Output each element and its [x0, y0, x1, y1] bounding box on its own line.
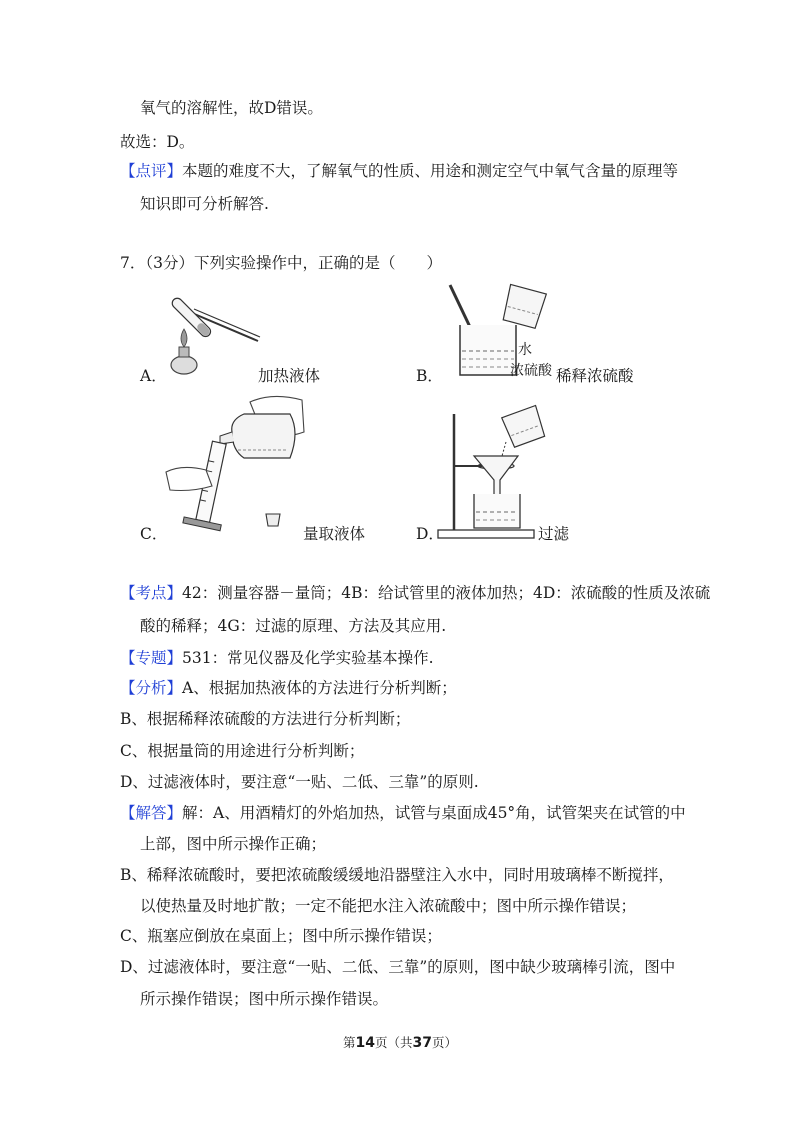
- option-c-caption: 量取液体: [303, 525, 366, 543]
- kaodian-text-2: 酸的稀释；4G：过滤的原理、方法及其应用.: [140, 617, 447, 635]
- prev-comment: [120, 160, 678, 182]
- figure-a-heating-liquid: [162, 283, 272, 378]
- fenxi-a: A、根据加热液体的方法进行分析判断；: [182, 679, 457, 697]
- figure-b-label-water: 水: [518, 342, 532, 358]
- kaodian-text-1: 42：测量容器－量筒；4B：给试管里的液体加热；4D：浓硫酸的性质及浓硫: [182, 584, 711, 602]
- comment-text-1: 本题的难度不大，了解氧气的性质、用途和测定空气中氧气含量的原理等: [182, 162, 679, 180]
- question-stem: 7．（3分）下列实验操作中，正确的是（ ）: [120, 254, 442, 272]
- fenxi-c: C、根据量筒的用途进行分析判断；: [120, 742, 365, 760]
- fenxi-b: B、根据稀释浓硫酸的方法进行分析判断；: [120, 710, 411, 728]
- fenxi-d: D、过滤液体时，要注意“一贴、二低、三靠”的原则.: [120, 773, 479, 791]
- figure-b-label-acid: 浓硫酸: [510, 363, 552, 379]
- zhuanti-text: 531：常见仪器及化学实验基本操作.: [182, 649, 434, 667]
- jieda-a1: 解：A、用酒精灯的外焰加热，试管与桌面成45°角，试管架夹在试管的中: [182, 804, 686, 822]
- footer-page-number: 14: [355, 1035, 375, 1051]
- jieda-tag: 【解答】: [120, 804, 183, 822]
- jieda-d1: D、过滤液体时，要注意“一贴、二低、三靠”的原则，图中缺少玻璃棒引流，图中: [120, 958, 676, 976]
- option-b-letter: B．: [416, 367, 443, 385]
- comment-tag: 【点评】: [120, 162, 183, 180]
- jieda: [120, 802, 686, 824]
- jieda-b2: 以使热量及时地扩散；一定不能把水注入浓硫酸中；图中所示操作错误；: [140, 897, 637, 915]
- option-d-letter: D．: [416, 525, 444, 543]
- prev-text-line1: 氧气的溶解性，故D错误。: [140, 99, 323, 117]
- footer-pre: 第: [342, 1035, 356, 1050]
- option-d-caption: 过滤: [538, 525, 570, 543]
- option-a-caption: 加热液体: [258, 367, 321, 385]
- figure-c-measuring-liquid: [162, 392, 312, 540]
- fenxi: [120, 677, 457, 699]
- option-b-caption: 稀释浓硫酸: [556, 367, 634, 385]
- page-footer: [0, 1033, 800, 1051]
- fenxi-tag: 【分析】: [120, 679, 183, 697]
- kaodian: [120, 582, 710, 604]
- zhuanti: [120, 647, 434, 669]
- footer-total-pages: 37: [412, 1035, 432, 1051]
- footer-mid: 页（共: [374, 1035, 413, 1050]
- option-c-letter: C．: [140, 525, 168, 543]
- jieda-b1: B、稀释浓硫酸时，要把浓硫酸缓缓地沿器壁注入水中，同时用玻璃棒不断搅拌，: [120, 866, 674, 884]
- footer-post: 页）: [431, 1035, 457, 1050]
- jieda-a2: 上部，图中所示操作正确；: [140, 835, 327, 853]
- jieda-d2: 所示操作错误；图中所示操作错误。: [140, 990, 389, 1008]
- comment-text-2: 知识即可分析解答.: [140, 195, 269, 213]
- kaodian-tag: 【考点】: [120, 584, 183, 602]
- prev-answer-line: 故选：D。: [120, 133, 195, 151]
- figure-d-filtration: [436, 404, 556, 542]
- option-a-letter: A．: [140, 367, 167, 385]
- zhuanti-tag: 【专题】: [120, 649, 183, 667]
- jieda-c: C、瓶塞应倒放在桌面上；图中所示操作错误；: [120, 927, 442, 945]
